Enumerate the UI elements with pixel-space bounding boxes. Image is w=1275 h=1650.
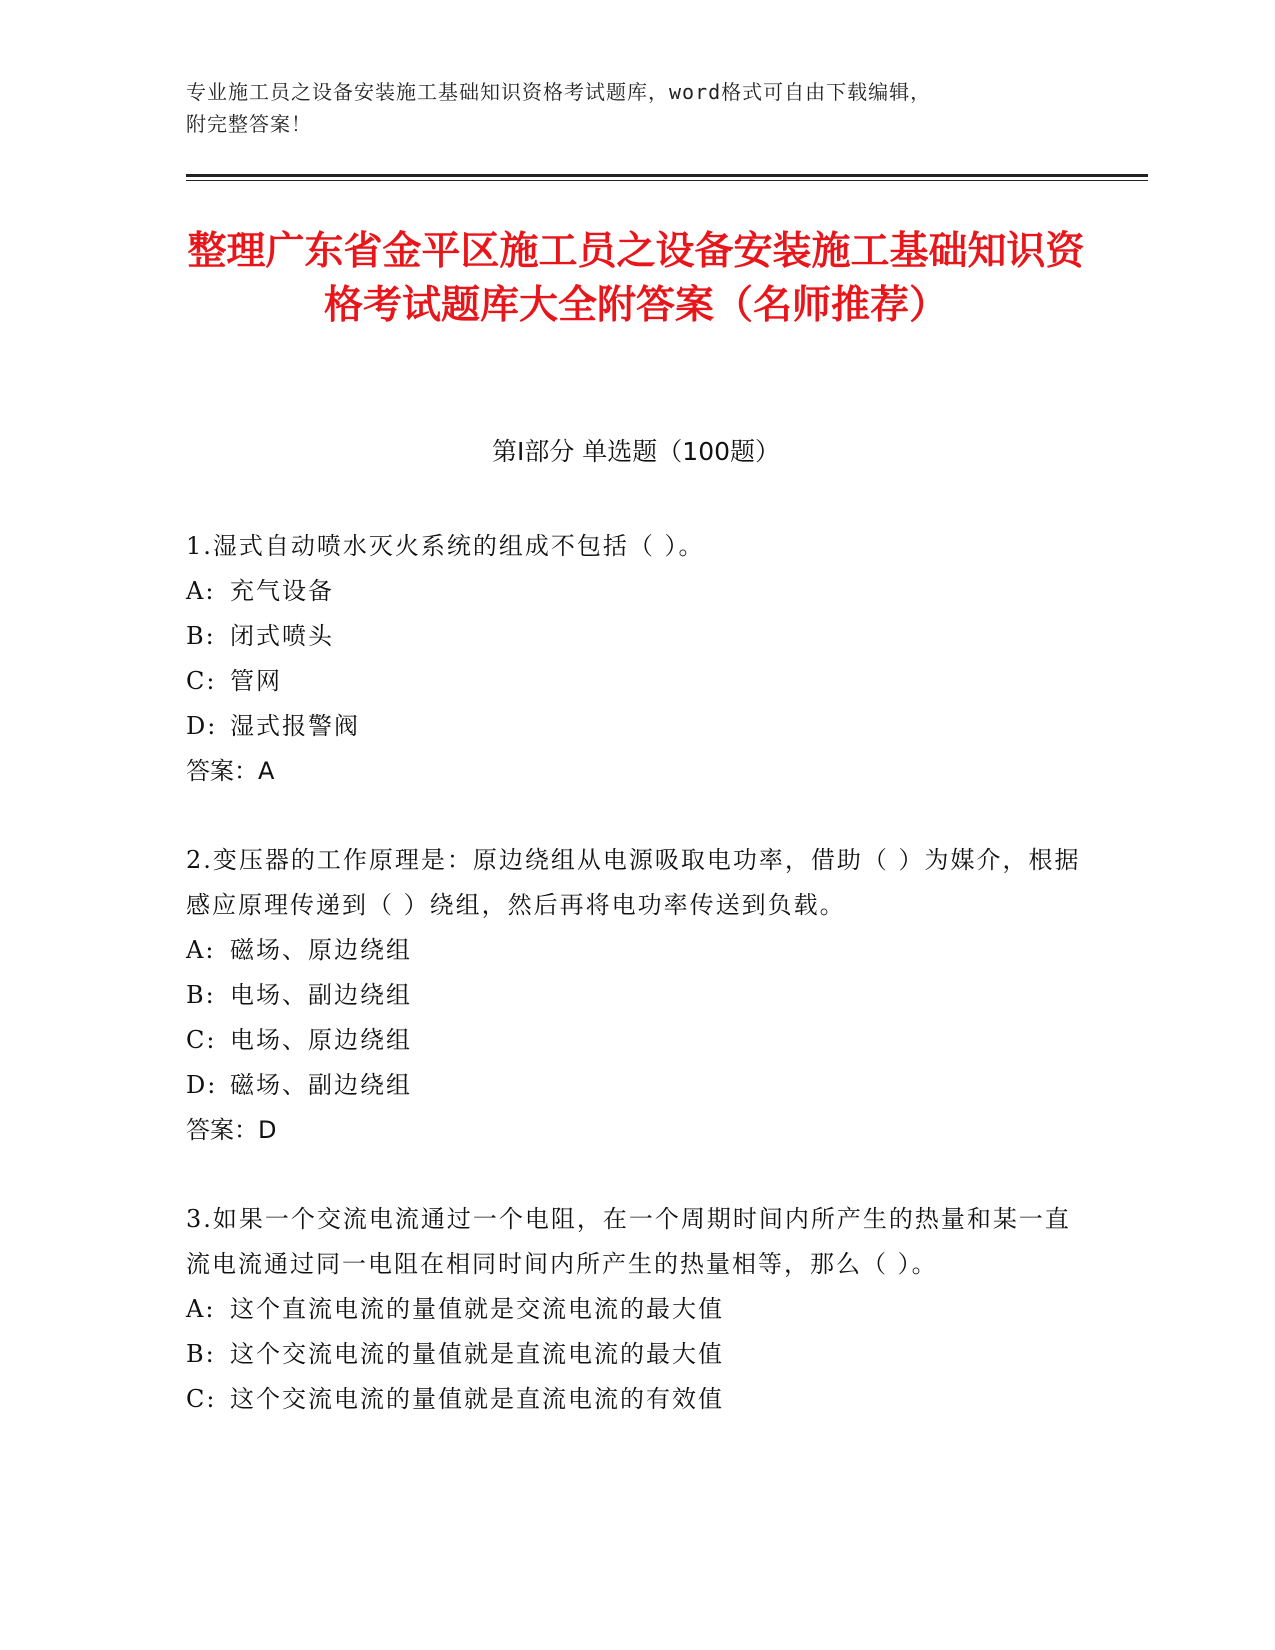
- option-letter: B:: [186, 622, 216, 650]
- section-title: 第Ⅰ部分 单选题（100题）: [491, 437, 781, 466]
- header-note: 专业施工员之设备安装施工基础知识资格考试题库，word格式可自由下载编辑， 附完整答案！: [186, 80, 932, 136]
- option-text: 湿式报警阀: [230, 712, 360, 740]
- option-text: 电场、原边绕组: [230, 1026, 412, 1054]
- option-text: 这个交流电流的量值就是直流电流的最大值: [230, 1340, 724, 1368]
- option-letter: A:: [186, 936, 216, 964]
- question-stem: 1.湿式自动喷水灭火系统的组成不包括（ ）。: [186, 532, 705, 560]
- option-text: 磁场、原边绕组: [230, 936, 412, 964]
- option-c: [186, 1018, 1086, 1063]
- answer-line: 答案：A: [186, 757, 275, 785]
- question-stem: 3.如果一个交流电流通过一个电阻，在一个周期时间内所产生的热量和某一直流电流通过同一电阻在相同时间内所产生的热量相等，那么（ ）。: [186, 1205, 1071, 1278]
- option-c: [186, 1377, 1086, 1422]
- question-2: [186, 838, 1086, 1153]
- option-letter: B:: [186, 1340, 216, 1368]
- option-text: 这个交流电流的量值就是直流电流的有效值: [230, 1385, 724, 1413]
- question-1: [186, 524, 1086, 794]
- option-letter: C:: [186, 667, 217, 695]
- option-d: [186, 704, 1086, 749]
- option-text: 闭式喷头: [230, 622, 334, 650]
- option-letter: C:: [186, 1385, 217, 1413]
- option-text: 充气设备: [230, 577, 334, 605]
- option-text: 电场、副边绕组: [230, 981, 412, 1009]
- option-d: [186, 1063, 1086, 1108]
- option-text: 磁场、副边绕组: [230, 1071, 412, 1099]
- document-title: 整理广东省金平区施工员之设备安装施工基础知识资格考试题库大全附答案（名师推荐）: [187, 229, 1085, 328]
- option-letter: D:: [186, 712, 218, 740]
- header-rule-thin: [186, 180, 1148, 181]
- question-stem: 2.变压器的工作原理是：原边绕组从电源吸取电功率，借助（ ）为媒介，根据感应原理传递到（ ）绕组，然后再将电功率传送到负载。: [186, 846, 1081, 919]
- option-c: [186, 659, 1086, 704]
- question-3: [186, 1197, 1086, 1422]
- option-a: [186, 928, 1086, 973]
- header-rule-thick: [186, 174, 1148, 177]
- option-letter: A:: [186, 1295, 216, 1323]
- answer-line: 答案：D: [186, 1116, 277, 1144]
- question-list: [186, 524, 1086, 1466]
- option-b: [186, 973, 1086, 1018]
- option-letter: B:: [186, 981, 216, 1009]
- option-letter: A:: [186, 577, 216, 605]
- option-b: [186, 1332, 1086, 1377]
- option-a: [186, 569, 1086, 614]
- option-letter: D:: [186, 1071, 218, 1099]
- option-b: [186, 614, 1086, 659]
- option-letter: C:: [186, 1026, 217, 1054]
- option-text: 管网: [230, 667, 282, 695]
- option-text: 这个直流电流的量值就是交流电流的最大值: [230, 1295, 724, 1323]
- option-a: [186, 1287, 1086, 1332]
